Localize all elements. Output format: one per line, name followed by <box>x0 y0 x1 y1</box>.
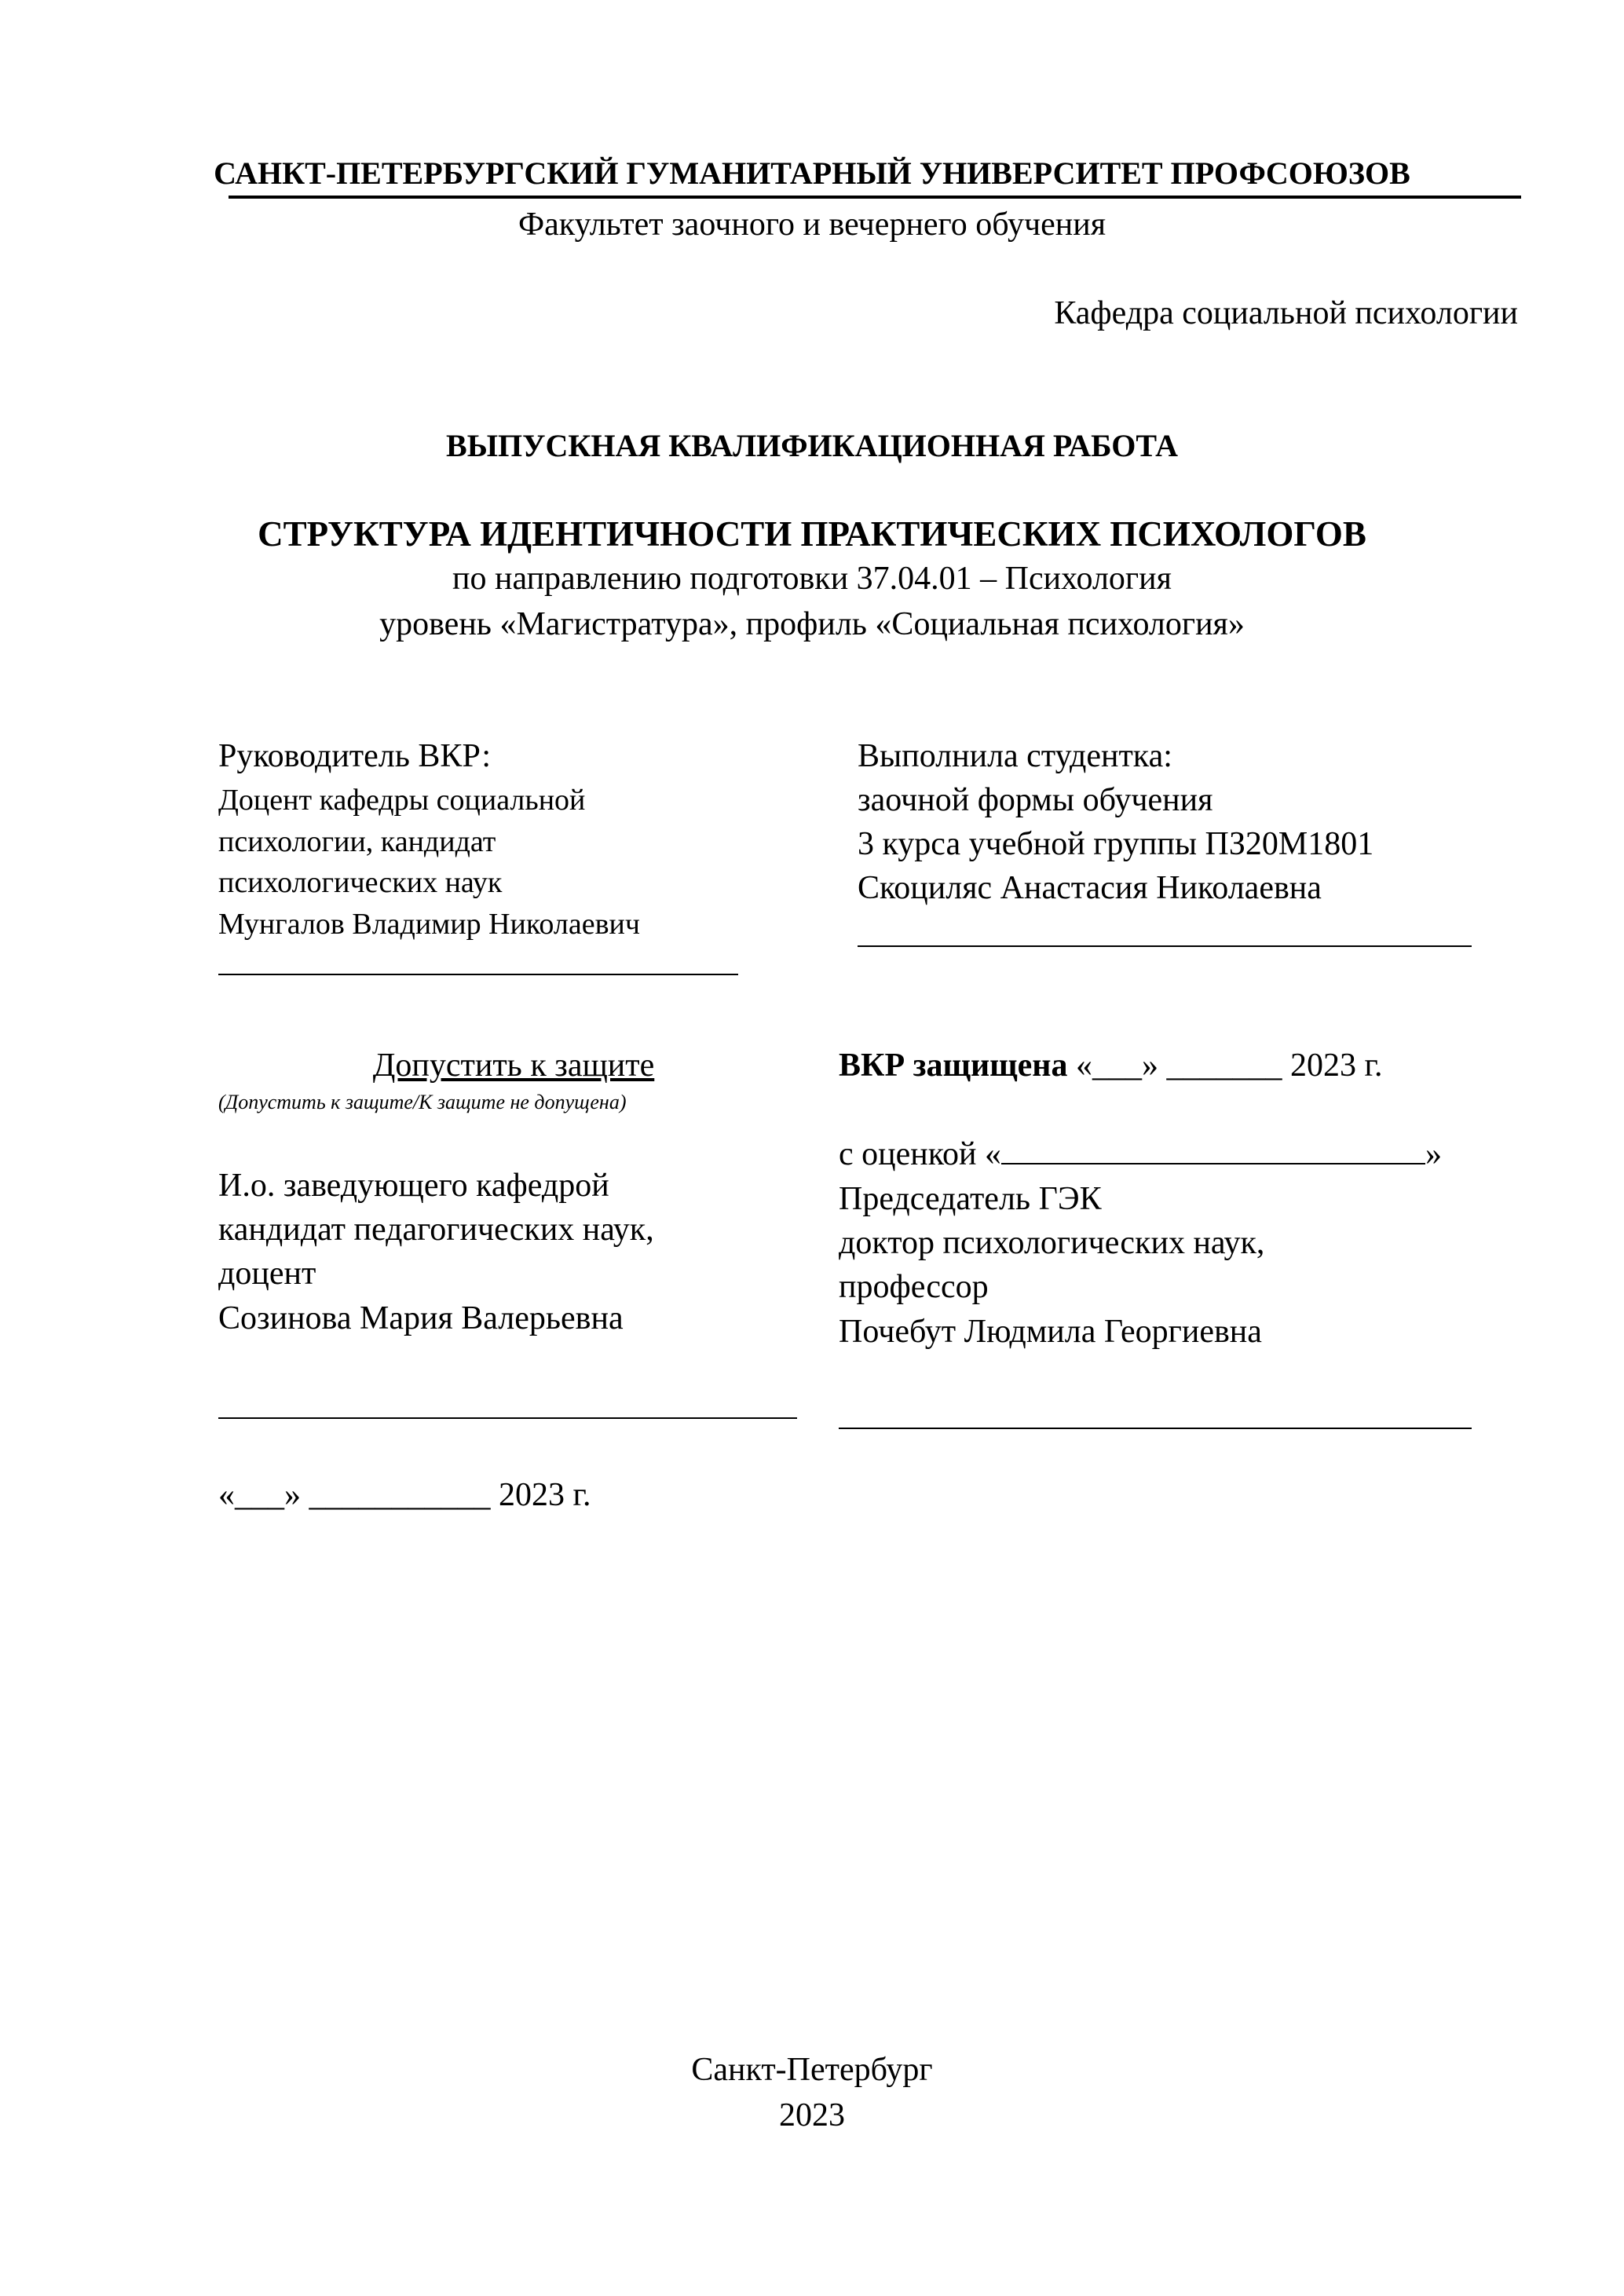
study-level: уровень «Магистратура», профиль «Социальная психология» <box>379 606 1245 642</box>
chair-position-line: профессор <box>839 1269 989 1305</box>
supervisor-position-line: психологии, кандидат <box>218 825 496 858</box>
head-signature-line <box>218 1417 797 1419</box>
defense-grade <box>839 1135 1442 1174</box>
chair-position-line: Председатель ГЭК <box>839 1181 1102 1217</box>
chair-name: Почебут Людмила Георгиевна <box>839 1314 1262 1350</box>
department-name: Кафедра социальной психологии <box>1054 295 1518 331</box>
header-rule <box>229 196 1521 199</box>
grade-prefix: с оценкой « <box>839 1136 1001 1172</box>
thesis-topic: СТРУКТУРА ИДЕНТИЧНОСТИ ПРАКТИЧЕСКИХ ПСИХОЛОГОВ <box>258 514 1366 554</box>
supervisor-position-line: психологических наук <box>218 866 503 899</box>
supervisor-position-line: Доцент кафедры социальной <box>218 784 586 817</box>
supervisor-name: Мунгалов Владимир Николаевич <box>218 908 640 941</box>
work-type: ВЫПУСКНАЯ КВАЛИФИКАЦИОННАЯ РАБОТА <box>446 428 1178 463</box>
student-label: Выполнила студентка: <box>858 738 1172 774</box>
head-position-line: доцент <box>218 1256 316 1292</box>
supervisor-label: Руководитель ВКР: <box>218 738 492 774</box>
head-position-line: И.о. заведующего кафедрой <box>218 1168 609 1204</box>
footer-year: 2023 <box>779 2097 845 2133</box>
chair-signature-line <box>839 1428 1472 1429</box>
defense-date: «___» _______ 2023 г. <box>1075 1047 1383 1084</box>
faculty-name: Факультет заочного и вечернего обучения <box>518 207 1106 243</box>
footer-city: Санкт-Петербург <box>691 2052 933 2088</box>
admission-decision: Допустить к защите <box>372 1047 655 1084</box>
chair-position-line: доктор психологических наук, <box>839 1225 1265 1261</box>
admission-date: «___» ___________ 2023 г. <box>218 1477 591 1513</box>
grade-suffix: » <box>1425 1136 1442 1172</box>
defense-status <box>839 1046 1382 1085</box>
head-name: Созинова Мария Валерьевна <box>218 1300 624 1336</box>
study-direction: по направлению подготовки 37.04.01 – Психология <box>452 561 1172 597</box>
university-name: САНКТ-ПЕТЕРБУРГСКИЙ ГУМАНИТАРНЫЙ УНИВЕРСИТЕТ ПРОФСОЮЗОВ <box>214 155 1410 191</box>
student-signature-line <box>858 945 1472 947</box>
student-info-line: заочной формы обучения <box>858 782 1213 818</box>
grade-blank <box>1001 1135 1425 1164</box>
student-info-line: 3 курса учебной группы ПЗ20М1801 <box>858 826 1374 862</box>
admission-options-hint: (Допустить к защите/К защите не допущена) <box>218 1091 627 1113</box>
head-position-line: кандидат педагогических наук, <box>218 1212 654 1248</box>
defense-protected-label: ВКР защищена <box>839 1047 1068 1084</box>
supervisor-signature-line <box>218 974 738 975</box>
student-name: Скоциляс Анастасия Николаевна <box>858 870 1322 906</box>
